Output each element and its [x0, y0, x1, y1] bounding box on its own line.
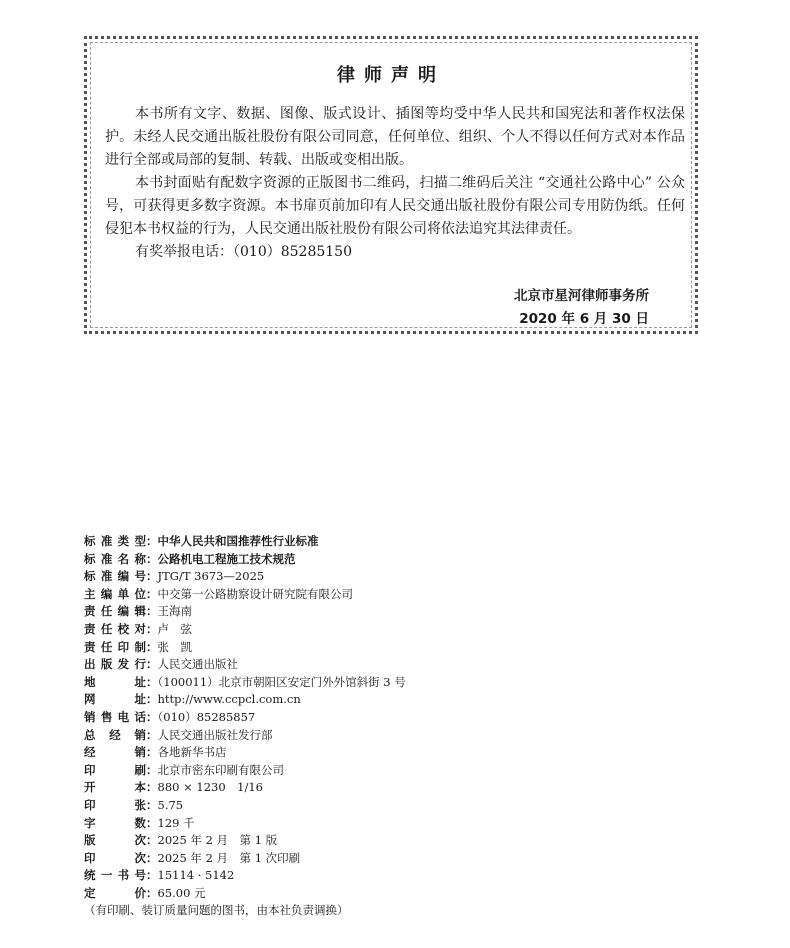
colophon-row: 地址：（100011）北京市朝阳区安定门外外馆斜街 3 号 [84, 674, 406, 692]
colophon-row: 标准编号：JTG/T 3673—2025 [84, 568, 406, 586]
colophon-row: 责任印制：张 凯 [84, 639, 406, 657]
colophon-row: 责任校对：卢 弦 [84, 621, 406, 639]
colophon-label: 责任校对 [84, 621, 146, 636]
notice-paragraph-2: 本书封面贴有配数字资源的正版图书二维码，扫描二维码后关注 “交通社公路中心” 公众号，可获得更多数字资源。本书扉页前加印有人民交通出版社股份有限公司专用防伪纸。任何侵犯本书权益的行为，人民交通出版社股份有限公司将依法追究其法律责任。 [105, 175, 685, 237]
colophon-row: 印张：5.75 [84, 797, 406, 815]
colophon-label: 地址 [84, 674, 146, 689]
colophon-label: 出版发行 [84, 657, 146, 672]
colophon-value: 880 × 1230 1/16 [157, 780, 263, 795]
colophon-label: 字数 [84, 815, 146, 830]
notice-title: 律师声明 [337, 65, 445, 86]
colophon-label: 标准名称 [84, 551, 146, 566]
colophon-value: 2025 年 2 月 第 1 次印刷 [157, 850, 301, 865]
colophon-label: 责任编辑 [84, 604, 146, 619]
colophon-row: 责任编辑：王海南 [84, 603, 406, 621]
colophon-label: 网址 [84, 692, 146, 707]
colophon-row: 定价：65.00 元 [84, 885, 406, 903]
notice-paragraph-1: 本书所有文字、数据、图像、版式设计、插图等均受中华人民共和国宪法和著作权法保护。未经人民交通出版社股份有限公司同意，任何单位、组织、个人不得以任何方式对本作品进行全部或局部的复制、转载、出版或变相出版。 [105, 106, 685, 168]
colophon-row: 总经销：人民交通出版社发行部 [84, 727, 406, 745]
colophon-value: 129 千 [157, 815, 195, 830]
colophon-label: 定价 [84, 885, 146, 900]
colophon [84, 533, 406, 920]
colophon-row: 版次：2025 年 2 月 第 1 版 [84, 832, 406, 850]
colophon-row: 印次：2025 年 2 月 第 1 次印刷 [84, 850, 406, 868]
colophon-label: 印张 [84, 797, 146, 812]
notice-paragraph-3: 有奖举报电话：（010）85285150 [135, 244, 352, 260]
colophon-row: 主编单位：中交第一公路勘察设计研究院有限公司 [84, 586, 406, 604]
colophon-row: 标准类型：中华人民共和国推荐性行业标准 [84, 533, 406, 551]
colophon-row: 统一书号：15114 · 5142 [84, 867, 406, 885]
colophon-value: 65.00 元 [157, 885, 206, 900]
colophon-label: 销售电话 [84, 709, 146, 724]
colophon-label: 印次 [84, 850, 146, 865]
colophon-label: 总经销 [84, 727, 146, 742]
colophon-value: 张 凯 [157, 639, 192, 654]
colophon-value: 北京市密东印刷有限公司 [157, 762, 284, 777]
colophon-value: 人民交通出版社 [157, 657, 238, 672]
colophon-note: （有印刷、装订质量问题的图书，由本社负责调换） [84, 903, 349, 918]
colophon-value: 15114 · 5142 [157, 868, 235, 883]
colophon-label: 开本 [84, 780, 146, 795]
colophon-label: 主编单位 [84, 586, 146, 601]
colophon-row: 出版发行：人民交通出版社 [84, 656, 406, 674]
colophon-value: http://www.ccpcl.com.cn [157, 692, 301, 707]
colophon-row: 标准名称：公路机电工程施工技术规范 [84, 551, 406, 569]
colophon-row: 字数：129 千 [84, 815, 406, 833]
notice-body [105, 103, 685, 264]
colophon-label: 经销 [84, 745, 146, 760]
colophon-value: 公路机电工程施工技术规范 [157, 551, 296, 566]
colophon-label: 标准类型 [84, 534, 146, 548]
colophon-value: 2025 年 2 月 第 1 版 [157, 833, 278, 848]
colophon-row: 网址：http://www.ccpcl.com.cn [84, 691, 406, 709]
colophon-row: 印刷：北京市密东印刷有限公司 [84, 762, 406, 780]
colophon-value: 王海南 [157, 604, 192, 619]
colophon-value: JTG/T 3673—2025 [157, 569, 265, 584]
colophon-row: 经销：各地新华书店 [84, 744, 406, 762]
colophon-label: 版次 [84, 833, 146, 848]
colophon-label: 标准编号 [84, 569, 146, 584]
signature-date: 2020 年 6 月 30 日 [519, 311, 649, 327]
colophon-row: 开本：880 × 1230 1/16 [84, 779, 406, 797]
colophon-value: （100011）北京市朝阳区安定门外外馆斜街 3 号 [157, 674, 406, 689]
colophon-value: 中交第一公路勘察设计研究院有限公司 [157, 586, 353, 601]
colophon-label: 印刷 [84, 762, 146, 777]
colophon-value: 人民交通出版社发行部 [157, 727, 273, 742]
colophon-label: 统一书号 [84, 868, 146, 883]
colophon-value: 5.75 [157, 797, 184, 812]
colophon-label: 责任印制 [84, 639, 146, 654]
colophon-value: 各地新华书店 [157, 745, 227, 760]
signature-org: 北京市星河律师事务所 [514, 288, 649, 304]
colophon-value: （010）85285857 [157, 709, 256, 724]
lawyer-notice-box [84, 36, 698, 334]
colophon-row: 销售电话：（010）85285857 [84, 709, 406, 727]
colophon-value: 中华人民共和国推荐性行业标准 [157, 534, 319, 548]
colophon-value: 卢 弦 [157, 621, 192, 636]
